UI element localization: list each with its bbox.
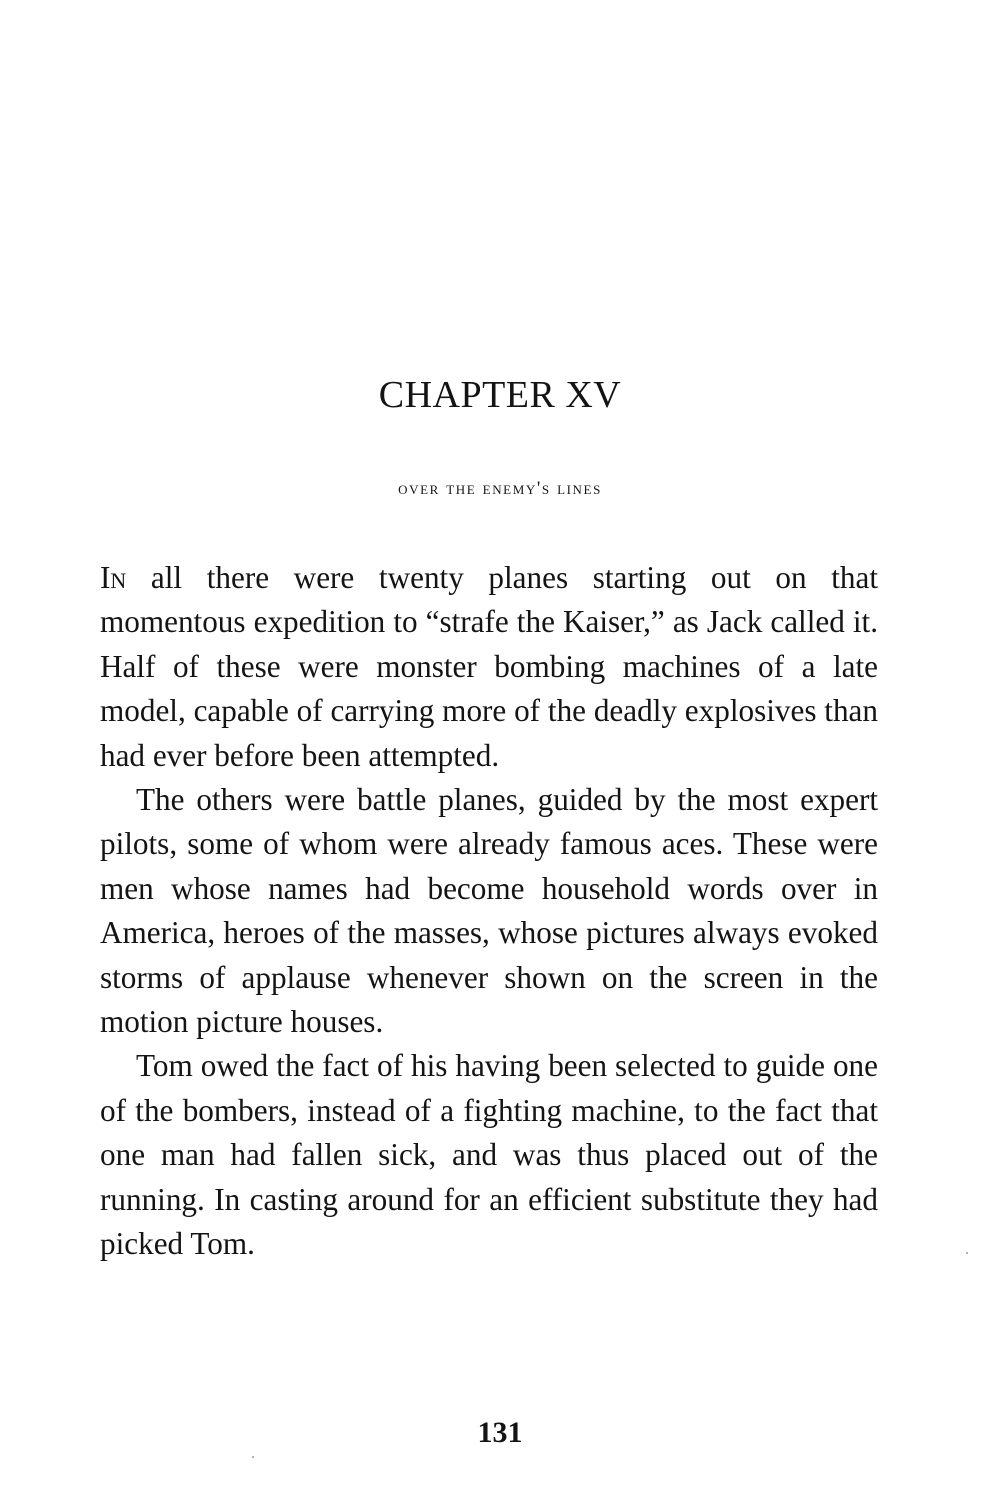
- scan-speck: [252, 1456, 254, 1458]
- paragraph-3: Tom owed the fact of his having been selected to guide one of the bombers, instead of a fighting machine, to the fact that one man had fallen sick, and was thus placed out of the running. In casting around for an efficient substitute they had picked Tom.: [100, 1048, 878, 1262]
- page-number: 131: [477, 1416, 523, 1449]
- paragraph-1-lead: In: [100, 560, 127, 595]
- paragraph-1: [100, 556, 878, 778]
- chapter-title: CHAPTER XV: [378, 374, 622, 416]
- chapter-body: [100, 556, 878, 1267]
- chapter-subtitle: over the enemy's lines: [398, 478, 602, 499]
- paragraph-2: The others were battle planes, guided by the most expert pilots, some of whom were already famous aces. These were men whose names had become household words over in America, heroes of the masses, whose pictures always evoked storms of applause whenever shown on the screen in the motion picture houses.: [100, 782, 878, 1040]
- scan-speck: [966, 1252, 968, 1254]
- paragraph-1-text: all there were twenty planes starting out on that momentous expedition to “strafe the Kaiser,” as Jack called it. Half of these were monster bombing machines of a late model, capable of carrying more of the deadly explosives than had ever before been attempted.: [100, 560, 878, 773]
